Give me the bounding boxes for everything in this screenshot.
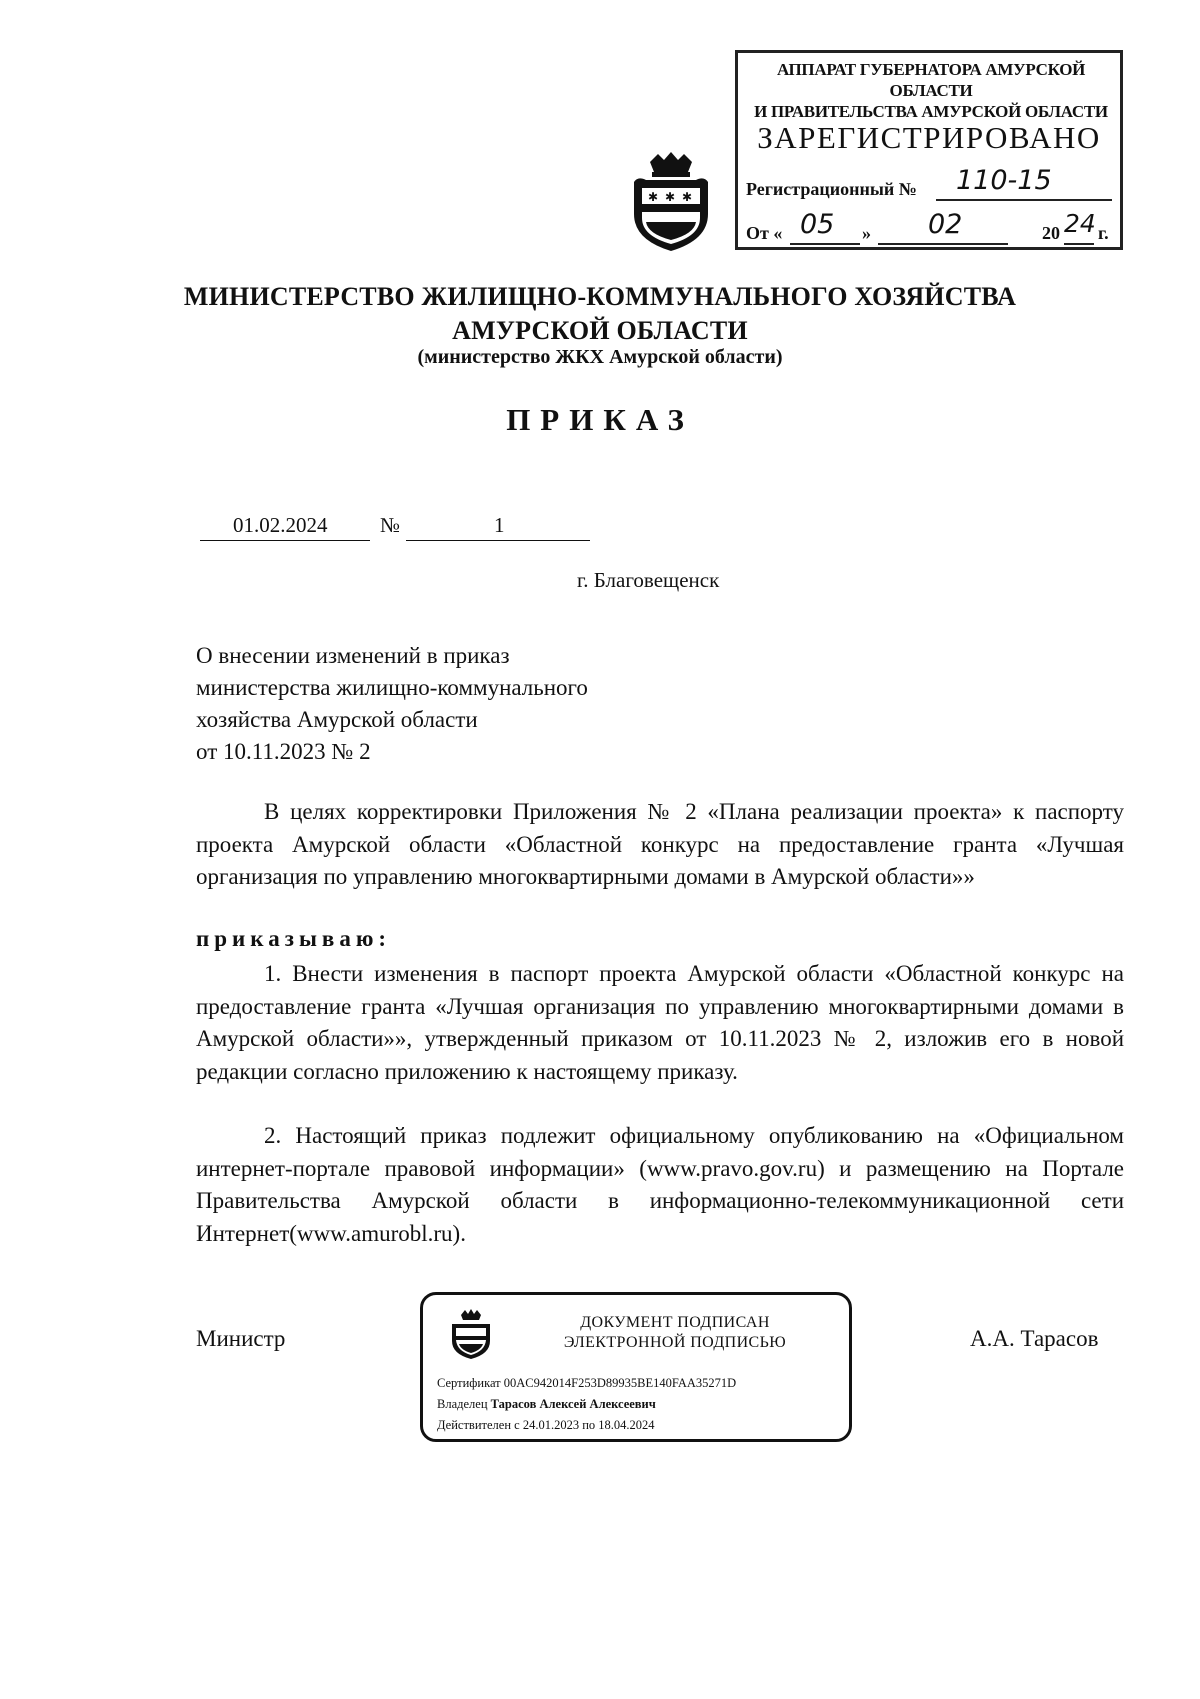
registration-status: ЗАРЕГИСТРИРОВАНО [757,120,1101,155]
signer-position: Министр [196,1326,286,1351]
registration-day-close: » [862,223,871,243]
ministry-name-line1: МИНИСТЕРСТВО ЖИЛИЩНО-КОММУНАЛЬНОГО ХОЗЯЙСТВА [183,282,1017,311]
registration-org-line1: АППАРАТ ГУБЕРНАТОРА АМУРСКОЙ ОБЛАСТИ [776,60,1086,100]
registration-day-line [790,209,860,245]
registration-from-label: От « [746,223,783,243]
ep-owner-label: Владелец [437,1397,488,1411]
coat-of-arms-icon [628,152,714,252]
registration-month: 02 [928,209,963,240]
ep-certificate-label: Сертификат [437,1376,501,1390]
order-title: ПРИКАЗ [506,402,694,437]
registration-number-row [746,165,1112,201]
registration-org [748,59,1114,122]
ministry-name-line2: АМУРСКОЙ ОБЛАСТИ [452,316,748,345]
subject-line3: хозяйства Амурской области [196,707,478,732]
signer-name: А.А. Тарасов [970,1326,1099,1351]
ep-valid-from: 24.01.2023 [522,1418,580,1432]
prikazyvayu-heading: приказываю: [196,926,392,951]
registration-stamp [735,50,1123,250]
registration-year-line [1064,209,1096,245]
registration-year-suffix: 24 [1064,209,1096,238]
registration-number-label: Регистрационный № [746,179,917,199]
subject-line1: О внесении изменений в приказ [196,643,510,668]
registration-month-line [878,209,1008,245]
order-city: г. Благовещенск [577,568,720,592]
order-item-2: 2. Настоящий приказ подлежит официальному опубликованию на «Официальном интернет-портале правовой информации» (www.pravo.gov.ru) и размещению на Портале Правительства Амурской области в информационно-телекоммуникационной сети Интернет(www.amurobl.ru). [196,1123,1124,1246]
registration-day: 05 [800,209,835,240]
ministry-short-name: (министерство ЖКХ Амурской области) [417,346,783,368]
subject-line2: министерства жилищно-коммунального [196,675,588,700]
order-date: 01.02.2024 [233,513,328,537]
registration-date-row [746,209,1112,245]
electronic-signature-stamp [420,1292,852,1442]
order-date-underline [200,540,370,541]
ep-certificate-value: 00AC942014F253D89935BE140FAA35271D [503,1376,737,1390]
ep-validity [437,1418,655,1433]
registration-number-value: 110-15 [956,165,1052,196]
order-date-number [200,513,590,543]
svg-text:✱: ✱ [648,190,659,204]
preamble-paragraph: В целях корректировки Приложения № 2 «Плана реализации проекта» к паспорту проекта Амурской области «Областной конкурс на предоставление гранта «Лучшая организация по управлению многоквартирными домами в Амурской области»» [196,799,1124,889]
registration-year-prefix: 20 [1042,223,1060,243]
ep-owner [437,1397,656,1412]
ep-certificate [437,1376,736,1391]
ep-valid-label: Действителен с [437,1418,520,1432]
ep-owner-value: Тарасов Алексей Алексеевич [490,1397,656,1411]
subject-line4: от 10.11.2023 № 2 [196,739,371,764]
order-number: 1 [494,513,505,537]
order-number-underline [406,540,590,541]
ep-valid-to: 18.04.2024 [598,1418,655,1432]
order-number-label: № [380,513,401,537]
ep-valid-to-label: по [582,1418,596,1432]
registration-number-line [936,165,1112,201]
registration-year-end: г. [1098,223,1109,243]
svg-text:✱: ✱ [682,190,693,204]
ep-heading-line1: ДОКУМЕНТ ПОДПИСАН [580,1314,770,1331]
order-subject [196,640,588,768]
order-item-1: 1. Внести изменения в паспорт проекта Амурской области «Областной конкурс на предоставление гранта «Лучшая организация по управлению многоквартирными домами в Амурской области»», утвержденный приказом от 10.11.2023 № 2, изложив его в новой редакции согласно приложению к настоящему приказу. [196,961,1124,1084]
registration-org-line2: И ПРАВИТЕЛЬСТВА АМУРСКОЙ ОБЛАСТИ [754,102,1108,121]
ep-heading-line2: ЭЛЕКТРОННОЙ ПОДПИСЬЮ [563,1334,787,1351]
svg-text:✱: ✱ [665,190,676,204]
coat-of-arms-icon [449,1309,493,1359]
ep-heading [519,1313,831,1353]
ministry-name [0,280,1200,348]
